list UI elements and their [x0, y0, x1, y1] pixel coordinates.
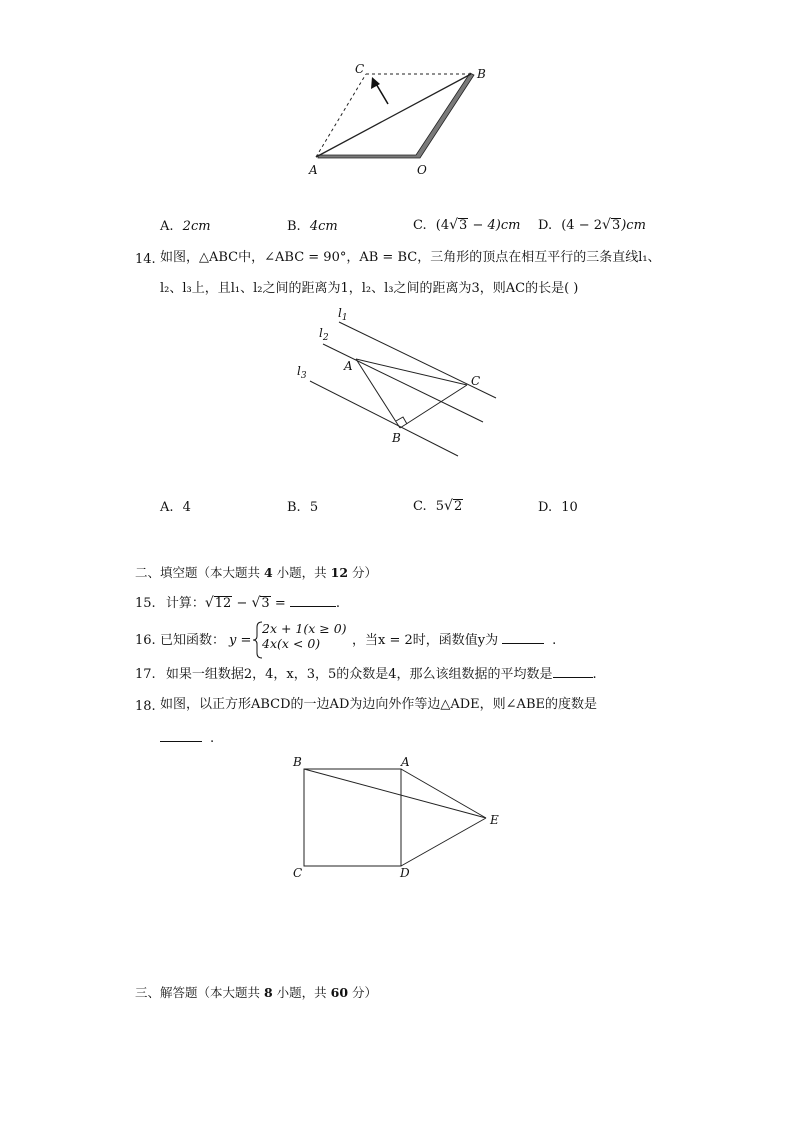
- q16-case-1: 2x + 1(x ≥ 0): [262, 621, 347, 636]
- option-letter: A.: [160, 500, 174, 515]
- q16-tail: ，当x = 2时，函数值y为 .: [352, 633, 557, 648]
- q15-number: 15.: [135, 596, 156, 611]
- q15-radicand-1: 12: [214, 596, 232, 611]
- option-text: 5: [309, 500, 319, 515]
- radicand: 3: [459, 218, 468, 233]
- q14-label-l3: $l_3$: [297, 364, 307, 381]
- q16-number: 16.: [135, 633, 156, 648]
- q16-y-equals: y =: [229, 633, 252, 648]
- option-text: 10: [561, 500, 578, 515]
- q16-prefix: 已知函数：: [160, 633, 226, 648]
- option-text: (4 − 2: [561, 218, 603, 233]
- q17-number: 17.: [135, 667, 156, 682]
- radicand: 2: [453, 499, 463, 514]
- q14-number: 14.: [135, 252, 156, 267]
- q18-text: 如图，以正方形ABCD的一边AD为边向外作等边△ADE，则∠ABE的度数是: [160, 697, 597, 712]
- q18-label-b: B: [293, 755, 302, 769]
- radical-sign: √: [602, 217, 611, 233]
- radical-sign: √: [444, 498, 453, 514]
- q14-label-a: A: [344, 359, 353, 373]
- option-text: 5: [435, 499, 445, 514]
- option-text: (4: [435, 218, 450, 233]
- q16-case-2: 4x(x < 0): [262, 636, 321, 651]
- q13-label-b: B: [477, 67, 486, 81]
- option-letter: C.: [413, 218, 427, 233]
- q18-label-e: E: [490, 813, 499, 827]
- radicand: 3: [611, 218, 621, 233]
- option-letter: B.: [287, 500, 301, 515]
- section-2-heading: 二、填空题（本大题共 4 小题，共 12 分）: [135, 565, 378, 580]
- q14-label-c: C: [471, 374, 481, 388]
- q15: 15. 计算：√12 − √3 = .: [135, 595, 340, 611]
- q15-radicand-2: 3: [261, 596, 270, 611]
- q14-text-line1: 如图，△ABC中，∠ABC = 90°，AB = BC，三角形的顶点在相互平行的三条直线l₁、: [160, 250, 661, 265]
- option-text: 4: [182, 500, 191, 515]
- q13-label-a: A: [309, 163, 318, 177]
- q18-number: 18.: [135, 699, 156, 714]
- option-text: 4cm: [309, 219, 338, 234]
- q13-label-c: C: [355, 62, 365, 76]
- q14-label-l1: $l_1$: [338, 306, 348, 323]
- q18-answer-line: .: [160, 731, 214, 747]
- option-text-rest: − 4)cm: [468, 218, 521, 233]
- option-letter: D.: [538, 218, 553, 233]
- q18-label-c: C: [293, 866, 303, 880]
- option-letter: D.: [538, 500, 553, 515]
- radical-sign: √: [449, 217, 459, 233]
- option-text: 2cm: [182, 219, 211, 234]
- q15-prefix: 计算：: [165, 596, 205, 611]
- q18-label-d: D: [400, 866, 410, 880]
- section-3-heading: 三、解答题（本大题共 8 小题，共 60 分）: [135, 985, 378, 1000]
- q14-label-l2: $l_2$: [319, 326, 329, 343]
- q17-text: 如果一组数据2，4，x，3，5的众数是4，那么该组数据的平均数是: [165, 667, 553, 682]
- q14-label-b: B: [392, 431, 401, 445]
- q17: 17. 如果一组数据2，4，x，3，5的众数是4，那么该组数据的平均数是 .: [135, 667, 597, 682]
- q13-label-o: O: [417, 163, 427, 177]
- q18-label-a: A: [401, 755, 410, 769]
- option-letter: C.: [413, 499, 427, 514]
- q14-text-line2: l₂、l₃上，且l₁、l₂之间的距离为1，l₂、l₃之间的距离为3，则AC的长是( ): [160, 281, 579, 296]
- option-letter: B.: [287, 219, 301, 234]
- option-letter: A.: [160, 219, 174, 234]
- option-text-rest: )cm: [621, 218, 646, 233]
